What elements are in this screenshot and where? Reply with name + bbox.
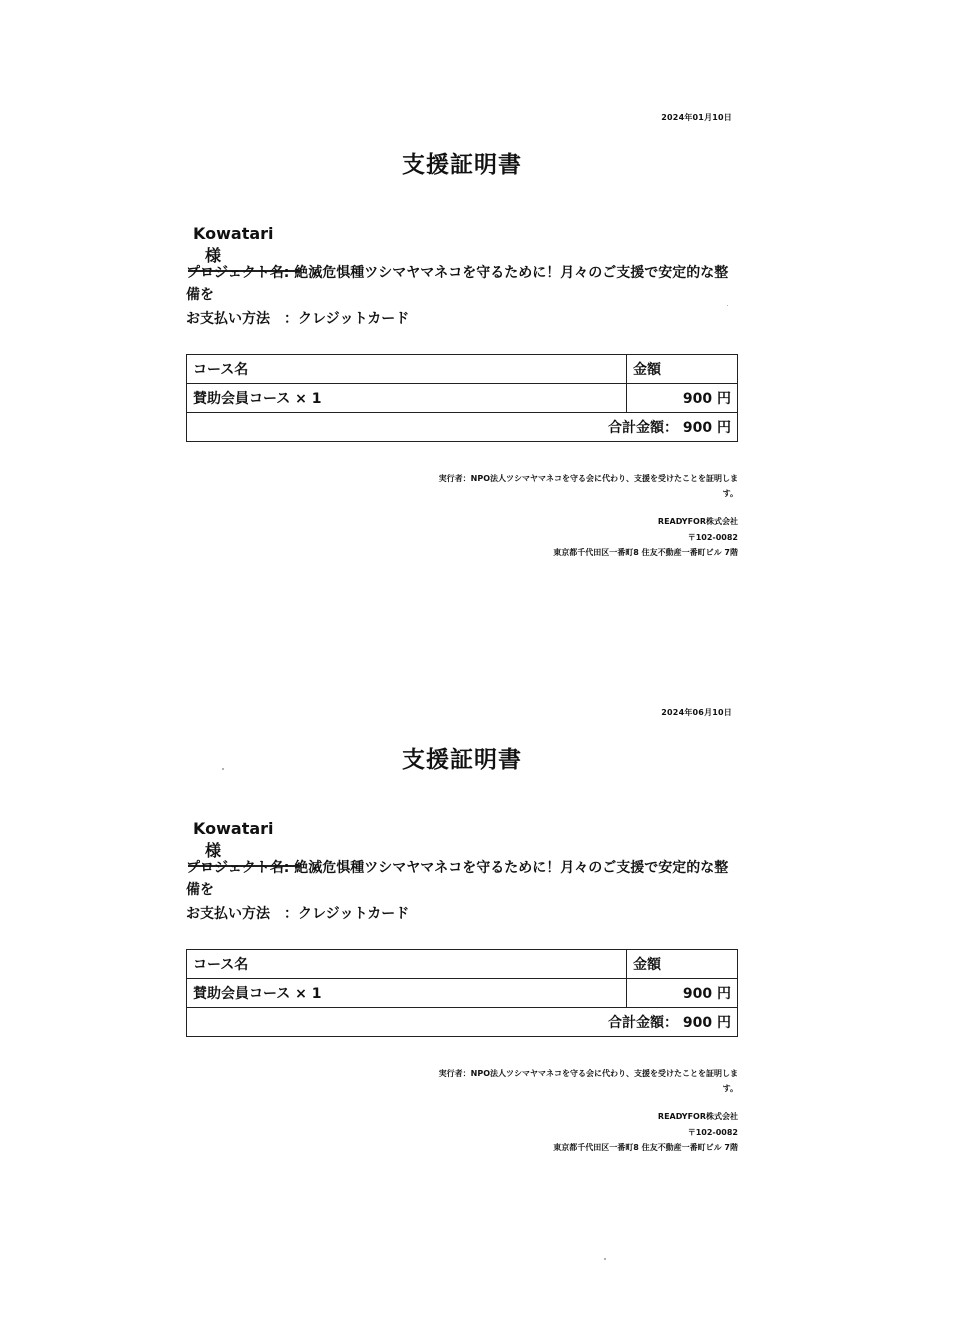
project-name: プロジェクト名: 絶滅危惧種ツシマヤマネコを守るために！月々のご支援で安定的な整備を (186, 265, 729, 303)
support-certificate-2 (0, 595, 960, 1195)
table-header-row (187, 950, 738, 979)
scan-speck (222, 768, 224, 770)
scan-speck (604, 1258, 606, 1260)
table-header-row (187, 355, 738, 384)
recipient-honorific: 様 (205, 246, 222, 265)
table-row (187, 384, 738, 413)
header-course-name: コース名 (187, 950, 627, 979)
company-address: 東京都千代田区一番町8 住友不動産一番町ビル 7階 (553, 1143, 738, 1152)
company-block (553, 1109, 738, 1156)
payment-method-label: お支払い方法 (186, 906, 270, 922)
support-certificate-1 (0, 0, 960, 600)
table-total-row (187, 1008, 738, 1037)
recipient-honorific: 様 (205, 841, 222, 860)
payment-method (186, 308, 409, 328)
postal-code: 〒102-0082 (687, 532, 738, 542)
postal-code: 〒102-0082 (687, 1127, 738, 1137)
payment-method (186, 903, 409, 923)
issuer-statement: 実行者：NPO法人ツシマヤマネコを守る会に代わり、支援を受けたことを証明します。 (438, 1069, 738, 1093)
course-table (186, 949, 738, 1037)
header-amount: 金額 (627, 950, 738, 979)
certificate-title: 支援証明書 (402, 152, 522, 178)
header-amount: 金額 (627, 355, 738, 384)
recipient-name: Kowatari (193, 224, 274, 243)
payment-method-value: ：クレジットカード (284, 906, 410, 922)
project-name: プロジェクト名: 絶滅危惧種ツシマヤマネコを守るために！月々のご支援で安定的な整備を (186, 860, 729, 898)
issuer-statement: 実行者：NPO法人ツシマヤマネコを守る会に代わり、支援を受けたことを証明します。 (438, 474, 738, 498)
certificate-title: 支援証明書 (402, 747, 522, 773)
issue-date: 2024年06月10日 (661, 708, 732, 717)
payment-method-value: ：クレジットカード (284, 311, 410, 327)
total-amount: 合計金額： 900 円 (187, 413, 738, 442)
company-block (553, 514, 738, 561)
issue-date: 2024年01月10日 (661, 113, 732, 122)
course-table (186, 354, 738, 442)
course-amount-cell: 900 円 (627, 384, 738, 413)
scan-speck (727, 305, 728, 306)
course-name-cell: 賛助会員コース × 1 (187, 384, 627, 413)
table-row (187, 979, 738, 1008)
header-course-name: コース名 (187, 355, 627, 384)
table-total-row (187, 413, 738, 442)
course-name-cell: 賛助会員コース × 1 (187, 979, 627, 1008)
company-name: READYFOR株式会社 (657, 517, 738, 526)
company-address: 東京都千代田区一番町8 住友不動産一番町ビル 7階 (553, 548, 738, 557)
payment-method-label: お支払い方法 (186, 311, 270, 327)
company-name: READYFOR株式会社 (657, 1112, 738, 1121)
recipient-name: Kowatari (193, 819, 274, 838)
course-amount-cell: 900 円 (627, 979, 738, 1008)
total-amount: 合計金額： 900 円 (187, 1008, 738, 1037)
